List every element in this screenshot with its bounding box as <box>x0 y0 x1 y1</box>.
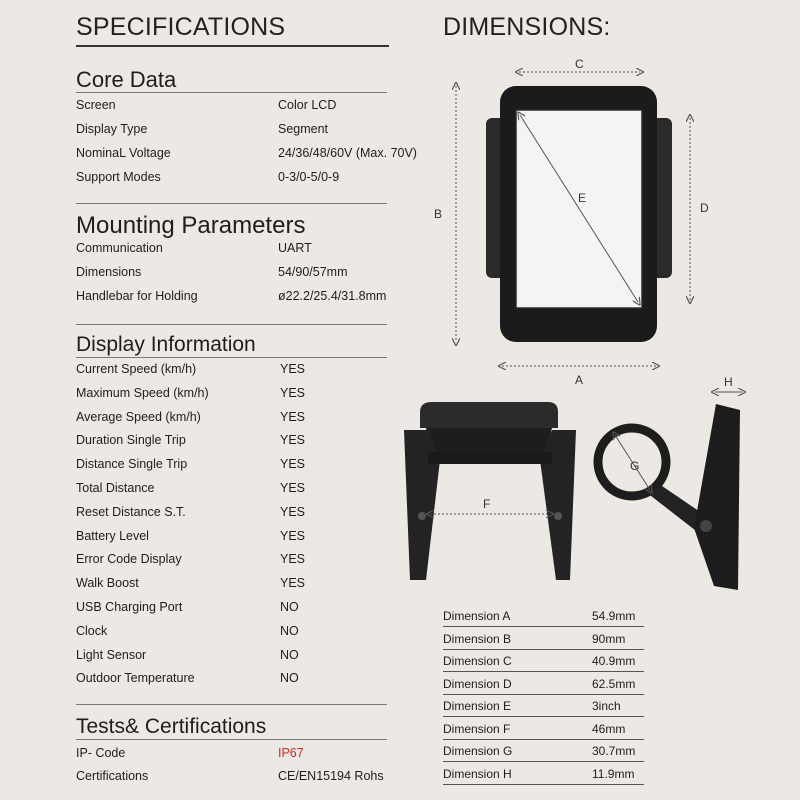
spec-value: YES <box>280 481 306 495</box>
spec-value: YES <box>280 576 306 591</box>
dimension-diagram <box>400 50 790 595</box>
label-a: A <box>575 373 584 387</box>
dimensions-title: DIMENSIONS: <box>443 13 611 41</box>
spec-row <box>76 647 299 662</box>
dimension-underline <box>443 784 644 785</box>
spec-row <box>76 576 306 591</box>
mounting-top-divider <box>76 203 387 204</box>
spec-value: IP67 <box>278 746 304 760</box>
spec-row <box>76 457 306 472</box>
spec-row <box>76 241 312 255</box>
spec-label: Display Type <box>76 122 148 136</box>
label-e: E <box>578 191 587 205</box>
spec-row <box>76 289 387 303</box>
spec-label: Duration Single Trip <box>76 433 186 448</box>
spec-value: YES <box>280 552 306 567</box>
spec-row <box>76 504 306 519</box>
spec-label: Reset Distance S.T. <box>76 504 186 519</box>
core-data-heading: Core Data <box>76 67 177 92</box>
dimension-value: 90mm <box>592 631 626 646</box>
dimension-value: 11.9mm <box>592 766 635 781</box>
dimension-label: Dimension B <box>443 631 512 646</box>
front-view-display <box>486 86 672 342</box>
spec-label: Walk Boost <box>76 576 139 591</box>
spec-label: Light Sensor <box>76 647 147 662</box>
dimension-label: Dimension E <box>443 699 512 713</box>
dimension-value: 46mm <box>592 721 626 736</box>
spec-label: Distance Single Trip <box>76 457 188 472</box>
spec-value: YES <box>280 362 306 376</box>
spec-value: NO <box>280 647 299 662</box>
dimension-value: 30.7mm <box>592 744 636 758</box>
spec-label: Communication <box>76 241 163 255</box>
display-info-heading: Display Information <box>76 333 256 356</box>
spec-label: Dimensions <box>76 265 142 279</box>
spec-row <box>76 528 306 543</box>
spec-value: CE/EN15194 Rohs <box>278 769 384 783</box>
dimension-value: 54.9mm <box>592 609 636 623</box>
dimension-row <box>443 673 644 695</box>
spec-value: Color LCD <box>278 98 337 112</box>
spec-row <box>76 433 306 448</box>
tests-heading: Tests& Certifications <box>76 715 267 738</box>
side-view-display <box>598 404 740 590</box>
spec-row <box>76 481 306 495</box>
dimension-row <box>443 740 644 762</box>
spec-value: 54/90/57mm <box>278 265 348 279</box>
spec-label: Certifications <box>76 769 149 783</box>
dimension-row <box>443 763 644 785</box>
dimension-row <box>443 718 644 740</box>
spec-row <box>76 746 304 760</box>
label-c: C <box>575 57 584 71</box>
spec-value: NO <box>280 671 299 686</box>
dimension-value: 40.9mm <box>592 654 636 668</box>
dimension-value: 3inch <box>592 699 621 713</box>
spec-value: YES <box>280 528 306 543</box>
spec-value: 0-3/0-5/0-9 <box>278 170 340 184</box>
dimension-row <box>443 695 644 717</box>
spec-label: Outdoor Temperature <box>76 671 195 686</box>
spec-label: NominaL Voltage <box>76 146 171 160</box>
spec-label: Support Modes <box>76 170 161 184</box>
spec-row <box>76 600 299 614</box>
dimension-label: Dimension C <box>443 654 512 668</box>
spec-label: Total Distance <box>76 481 155 495</box>
spec-label: USB Charging Port <box>76 600 183 614</box>
spec-value: YES <box>280 504 306 519</box>
label-f: F <box>483 497 491 511</box>
spec-row <box>76 671 299 686</box>
spec-value: YES <box>280 433 306 448</box>
spec-label: Screen <box>76 98 116 112</box>
spec-value: UART <box>278 241 312 255</box>
dimension-row <box>443 650 644 672</box>
dimension-row <box>443 605 644 627</box>
label-h: H <box>724 375 733 389</box>
spec-row <box>76 769 384 783</box>
spec-label: IP- Code <box>76 746 126 760</box>
label-g: G <box>630 459 640 473</box>
dimension-label: Dimension G <box>443 744 513 758</box>
tests-divider <box>76 739 387 740</box>
spec-row <box>76 265 348 279</box>
spec-value: YES <box>280 409 306 424</box>
spec-label: Current Speed (km/h) <box>76 362 197 376</box>
spec-row <box>76 385 306 400</box>
spec-row <box>76 362 306 376</box>
spec-value: NO <box>280 623 299 638</box>
spec-value: ø22.2/25.4/31.8mm <box>278 289 387 303</box>
dimension-label: Dimension H <box>443 766 512 781</box>
dimension-label: Dimension D <box>443 676 512 691</box>
label-b: B <box>434 207 443 221</box>
spec-label: Maximum Speed (km/h) <box>76 385 209 400</box>
spec-row <box>76 552 306 567</box>
spec-row <box>76 170 340 184</box>
specifications-title: SPECIFICATIONS <box>76 13 286 41</box>
mounting-heading: Mounting Parameters <box>76 212 306 239</box>
core-data-divider <box>76 92 387 93</box>
spec-label: Error Code Display <box>76 552 182 567</box>
display-info-divider <box>76 357 387 358</box>
dimension-row <box>443 628 644 650</box>
spec-row <box>76 122 329 136</box>
spec-row <box>76 409 306 424</box>
spec-row <box>76 146 417 160</box>
spec-label: Handlebar for Holding <box>76 289 198 303</box>
title-rule <box>76 45 389 47</box>
dimension-label: Dimension A <box>443 609 511 623</box>
spec-value: NO <box>280 600 299 614</box>
label-d: D <box>700 201 709 215</box>
spec-value: 24/36/48/60V (Max. 70V) <box>278 146 417 160</box>
spec-row <box>76 623 299 638</box>
spec-value: Segment <box>278 122 329 136</box>
spec-label: Average Speed (km/h) <box>76 409 201 424</box>
spec-value: YES <box>280 385 306 400</box>
bottom-view-display <box>404 402 576 580</box>
dimension-label: Dimension F <box>443 721 511 736</box>
spec-value: YES <box>280 457 306 472</box>
tests-top-divider <box>76 704 387 705</box>
spec-row <box>76 98 337 112</box>
spec-label: Clock <box>76 623 108 638</box>
dimension-value: 62.5mm <box>592 676 636 691</box>
display-info-top-divider <box>76 324 387 325</box>
spec-label: Battery Level <box>76 528 149 543</box>
